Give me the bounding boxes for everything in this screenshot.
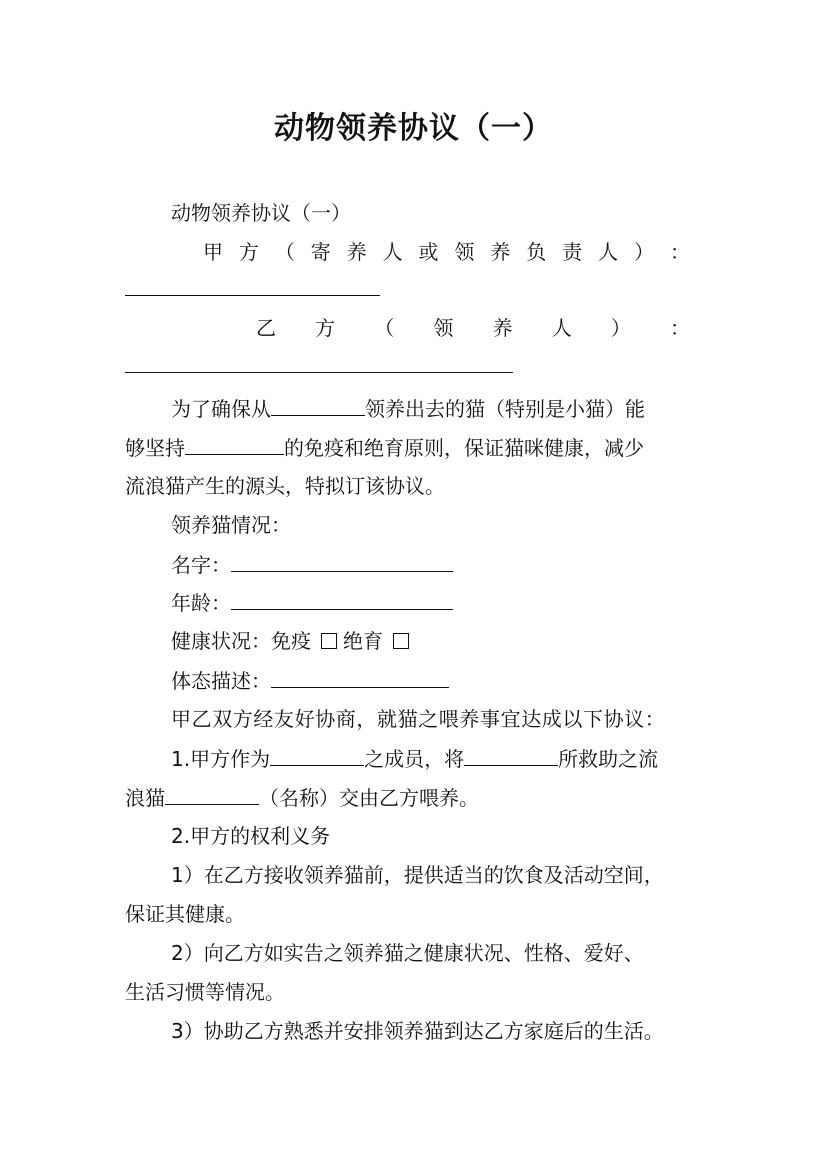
blank-field <box>464 745 558 766</box>
party-b-char: ： <box>669 316 690 340</box>
clause-2-item-1-cont: 保证其健康。 <box>125 902 245 926</box>
party-b-blank <box>125 372 513 373</box>
party-b-char: ） <box>610 316 631 340</box>
party-a-char: 责 <box>562 240 583 264</box>
intro-line-1: 为了确保从 领养出去的猫（特别是小猫）能 <box>171 397 645 421</box>
party-b-char: 方 <box>315 316 336 340</box>
sterilized-checkbox[interactable] <box>393 633 409 649</box>
clause-1-line-2: 浪猫 （名称）交由乙方喂养。 <box>125 786 479 810</box>
party-a-char: 人 <box>598 240 619 264</box>
blank-field <box>165 784 259 805</box>
cat-age-row: 年龄： <box>171 589 453 616</box>
cat-name-row: 名字： <box>171 551 453 578</box>
party-a-char: 领 <box>454 240 475 264</box>
party-a-blank <box>125 295 380 296</box>
party-a-char: ） <box>634 240 655 264</box>
party-b-label <box>256 315 690 341</box>
cat-age-field <box>231 589 453 610</box>
party-a-char: 人 <box>382 240 403 264</box>
party-a-char: （ <box>274 240 295 264</box>
party-a-char: 方 <box>238 240 259 264</box>
party-b-char: （ <box>374 316 395 340</box>
blank-field <box>270 745 364 766</box>
intro-line-2: 够坚持 的免疫和绝育原则，保证猫咪健康，减少 <box>125 436 644 460</box>
agreement-intro: 甲乙双方经友好协商，就猫之喂养事宜达成以下协议： <box>171 707 666 731</box>
party-a-char: 养 <box>346 240 367 264</box>
cat-body-field <box>271 667 449 688</box>
clause-1-line-1: 1.甲方作为 之成员，将 所救助之流 <box>171 747 659 771</box>
cat-body-row: 体态描述： <box>171 667 449 694</box>
party-b-char: 养 <box>492 316 513 340</box>
cat-health-row: 健康状况：免疫 绝育 <box>171 628 415 654</box>
party-b-char: 乙 <box>256 316 276 340</box>
clause-2-item-1: 1）在乙方接收领养猫前，提供适当的饮食及活动空间， <box>171 863 664 887</box>
intro-line-3: 流浪猫产生的源头，特拟订该协议。 <box>125 474 445 498</box>
immune-checkbox[interactable] <box>321 633 337 649</box>
party-a-char: 负 <box>526 240 547 264</box>
clause-2-heading: 2.甲方的权利义务 <box>171 824 331 848</box>
clause-2-item-3: 3）协助乙方熟悉并安排领养猫到达乙方家庭后的生活。 <box>171 1019 664 1043</box>
document-title: 动物领养协议（一） <box>274 111 553 146</box>
party-a-label <box>203 239 690 265</box>
party-a-char: 养 <box>490 240 511 264</box>
party-b-char: 人 <box>551 316 572 340</box>
party-b-char: 领 <box>433 316 454 340</box>
cat-info-heading: 领养猫情况： <box>171 513 291 537</box>
cat-name-field <box>231 551 453 572</box>
blank-field <box>185 434 284 455</box>
party-a-char: 或 <box>418 240 439 264</box>
clause-2-item-2-cont: 生活习惯等情况。 <box>125 980 285 1004</box>
blank-field <box>271 395 365 416</box>
party-a-char: ： <box>669 240 690 264</box>
party-a-char: 寄 <box>310 240 331 264</box>
clause-2-item-2: 2）向乙方如实告之领养猫之健康状况、性格、爱好、 <box>171 941 644 965</box>
party-a-char: 甲 <box>203 240 223 264</box>
subtitle: 动物领养协议（一） <box>171 201 351 225</box>
